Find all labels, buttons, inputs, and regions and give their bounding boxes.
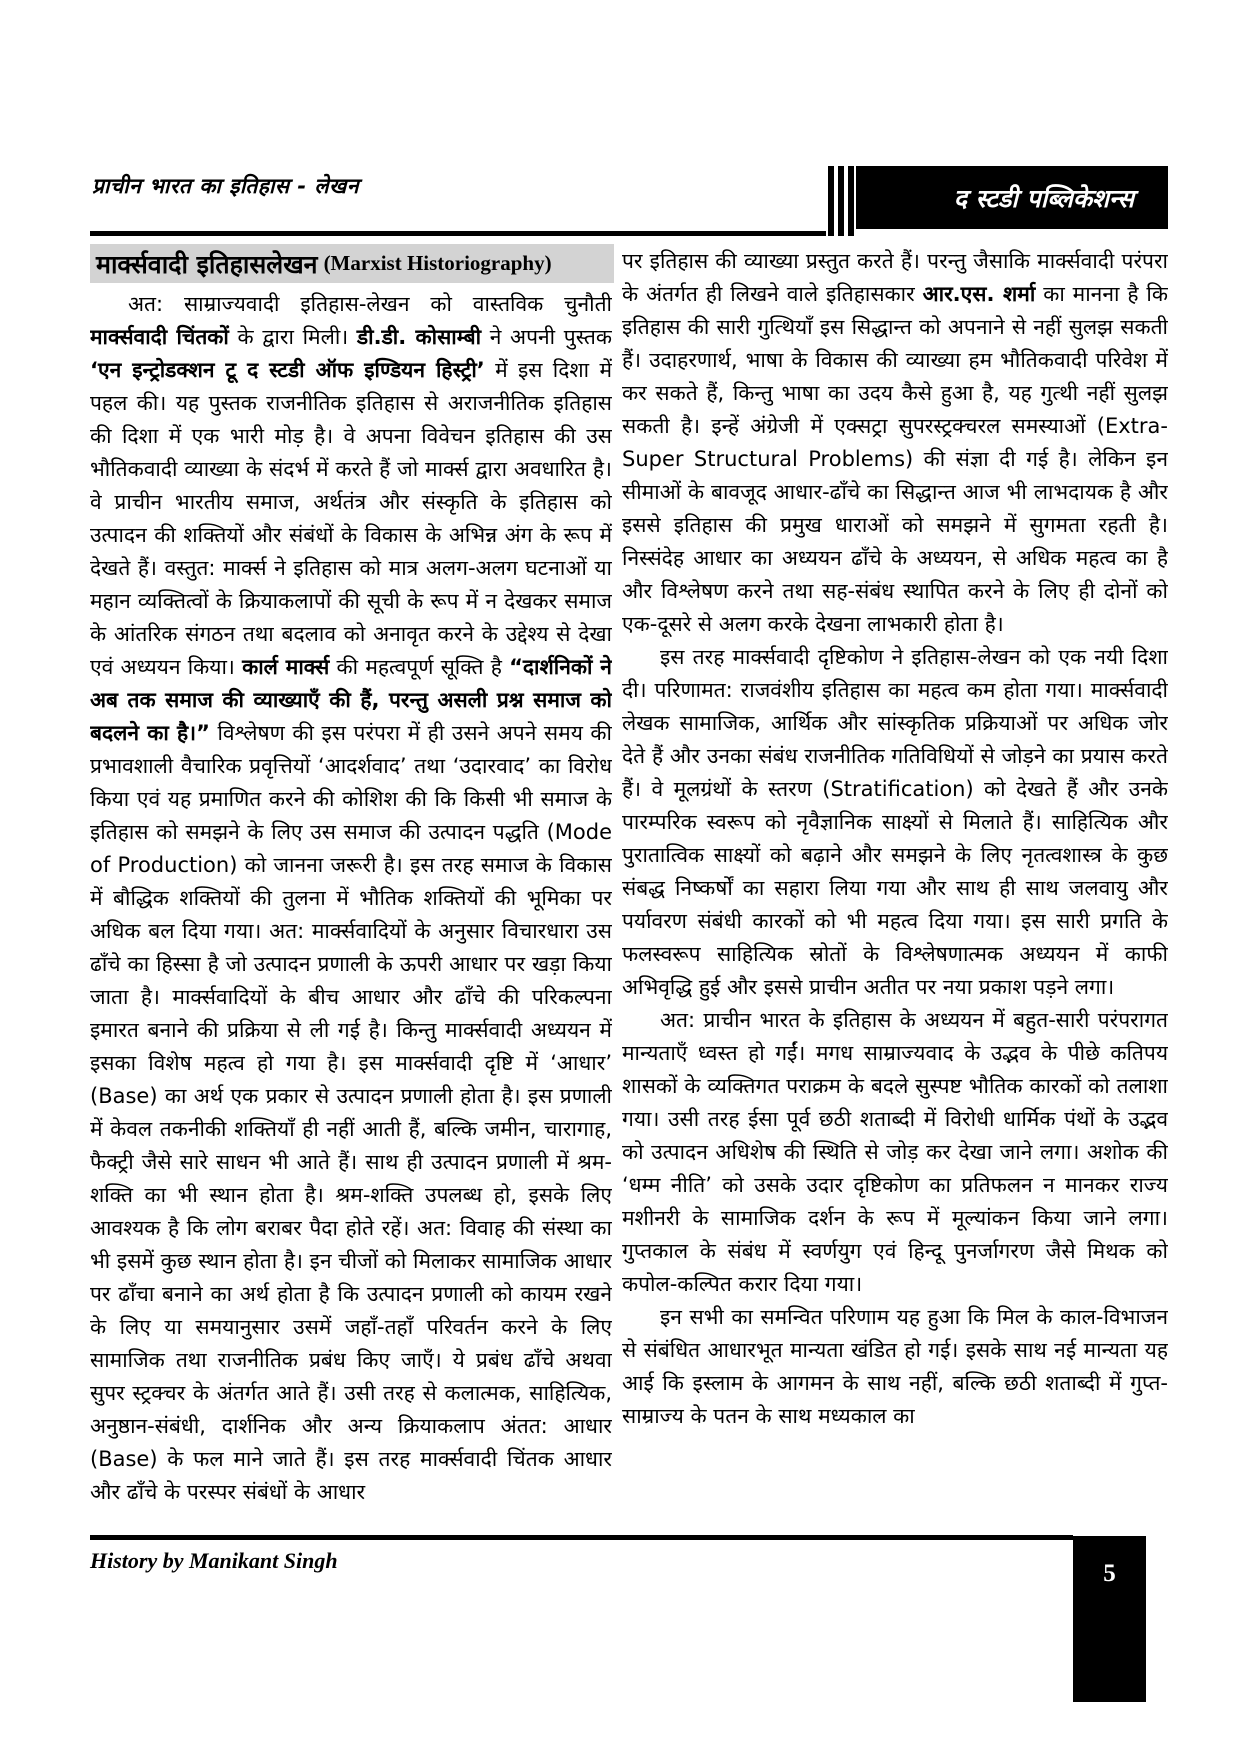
section-title-bar bbox=[90, 244, 614, 283]
left-text-column bbox=[90, 288, 612, 1540]
publisher-banner bbox=[856, 166, 1168, 229]
text-segment: पर इतिहास की व्याख्या प्रस्तुत करते हैं। परन्तु जैसाकि मार्क्सवादी परंपरा के अंतर्गत ही लिखने वाले इतिहासकार bbox=[622, 249, 1168, 306]
accent-bar bbox=[828, 166, 834, 236]
paragraph bbox=[622, 641, 1168, 1004]
bold-text-segment: कार्ल मार्क्स bbox=[242, 655, 330, 679]
right-text-column bbox=[622, 245, 1168, 1535]
header-rule bbox=[90, 231, 826, 236]
accent-bar bbox=[838, 166, 844, 236]
text-segment: का मानना है कि इतिहास की सारी गुत्थियाँ इस सिद्धान्त को अपनाने से नहीं सुलझ सकती हैं। उदाहरणार्थ, भाषा के विकास की व्याख्या हम भौतिकवादी परिवेश में कर सकते हैं, किन्तु भाषा का उदय कैसे हुआ है, यह गुत्थी नहीं सुलझ सकती है। इन्हें अंग्रेजी में एक्सट्रा सुपरस्ट्रक्चरल समस्याओं (Extra-Super Structural Problems) की संज्ञा दी गई है। लेकिन इन सीमाओं के बावजूद आधार-ढाँचे का सिद्धान्त आज भी लाभदायक है और इससे इतिहास की प्रमुख धाराओं को समझने में सुगमता रहती है। निस्संदेह आधार का अध्ययन ढाँचे के अध्ययन, से अधिक महत्व का है और विश्लेषण करने तथा सह-संबंध स्थापित करने के लिए ही दोनों को एक-दूसरे से अलग करके देखना लाभकारी होता है। bbox=[622, 282, 1168, 636]
bold-text-segment: डी.डी. कोसाम्बी bbox=[356, 325, 482, 349]
text-segment: ने अपनी पुस्तक bbox=[481, 325, 612, 349]
text-segment: के द्वारा मिली। bbox=[228, 325, 357, 349]
text-segment: इस तरह मार्क्सवादी दृष्टिकोण ने इतिहास-लेखन को एक नयी दिशा दी। परिणामत: राजवंशीय इतिहास का महत्व कम होता गया। मार्क्सवादी लेखक सामाजिक, आर्थिक और सांस्कृतिक प्रक्रियाओं पर अधिक जोर देते हैं और उनका संबंध राजनीतिक गतिविधियों से जोड़ने का प्रयास करते हैं। वे मूलग्रंथों के स्तरण (Stratification) को देखते हैं और उनके पारम्परिक स्वरूप को नृवैज्ञानिक साक्ष्यों से मिलाते हैं। साहित्यिक और पुरातात्विक साक्ष्यों को बढ़ाने और समझने के लिए नृतत्वशास्त्र के कुछ संबद्ध निष्कर्षों का सहारा लिया गया और साथ ही साथ जलवायु और पर्यावरण संबंधी कारकों को भी महत्व दिया गया। इस सारी प्रगति के फलस्वरूप साहित्यिक स्रोतों के विश्लेषणात्मक अध्ययन में काफी अभिवृद्धि हुई और इससे प्राचीन अतीत पर नया प्रकाश पड़ने लगा। bbox=[622, 645, 1168, 999]
paragraph bbox=[90, 288, 612, 1509]
bold-text-segment: मार्क्सवादी चिंतकों bbox=[90, 325, 229, 349]
text-segment: विश्लेषण की इस परंपरा में ही उसने अपने समय की प्रभावशाली वैचारिक प्रवृत्तियों ‘आदर्शवाद’ तथा ‘उदारवाद’ का विरोध किया एवं यह प्रमाणित करने की कोशिश की कि किसी भी समाज के इतिहास को समझने के लिए उस समाज की उत्पादन पद्धति (Mode of Production) को जानना जरूरी है। इस तरह समाज के विकास में बौद्धिक शक्तियों की तुलना में भौतिक शक्तियों की भूमिका पर अधिक बल दिया गया। अत: मार्क्सवादियों के अनुसार विचारधारा उस ढाँचे का हिस्सा है जो उत्पादन प्रणाली के ऊपरी आधार पर खड़ा किया जाता है। मार्क्सवादियों के बीच आधार और ढाँचे की परिकल्पना इमारत बनाने की प्रक्रिया से ली गई है। किन्तु मार्क्सवादी अध्ययन में इसका विशेष महत्व हो गया है। इस मार्क्सवादी दृष्टि में ‘आधार’ (Base) का अर्थ एक प्रकार से उत्पादन प्रणाली होता है। इस प्रणाली में केवल तकनीकी शक्तियाँ ही नहीं आती हैं, बल्कि जमीन, चारागाह, फैक्ट्री जैसे सारे साधन भी आते हैं। साथ ही उत्पादन प्रणाली में श्रम-शक्ति का भी स्थान होता है। श्रम-शक्ति उपलब्ध हो, इसके लिए आवश्यक है कि लोग बराबर पैदा होते रहें। अत: विवाह की संस्था का भी इसमें कुछ स्थान होता है। इन चीजों को मिलाकर सामाजिक आधार पर ढाँचा बनाने का अर्थ होता है कि उत्पादन प्रणाली को कायम रखने के लिए या समयानुसार उसमें जहाँ-तहाँ परिवर्तन करने के लिए सामाजिक तथा राजनीतिक प्रबंध किए जाएँ। ये प्रबंध ढाँचे अथवा सुपर स्ट्रक्चर के अंतर्गत आते हैं। उसी तरह से कलात्मक, साहित्यिक, अनुष्ठान-संबंधी, दार्शनिक और अन्य क्रियाकलाप अंतत: आधार (Base) के फल माने जाते हैं। इस तरह मार्क्सवादी चिंतक आधार और ढाँचे के परस्पर संबंधों के आधार bbox=[90, 721, 612, 1504]
text-segment: अत: प्राचीन भारत के इतिहास के अध्ययन में बहुत-सारी परंपरागत मान्यताएँ ध्वस्त हो गईं। मगध साम्राज्यवाद के उद्भव के पीछे कतिपय शासकों के व्यक्तिगत पराक्रम के बदले सुस्पष्ट भौतिक कारकों को तलाशा गया। उसी तरह ईसा पूर्व छठी शताब्दी में विरोधी धार्मिक पंथों के उद्भव को उत्पादन अधिशेष की स्थिति से जोड़ कर देखा जाने लगा। अशोक की ‘धम्म नीति’ को उसके उदार दृष्टिकोण का प्रतिफलन न मानकर राज्य मशीनरी के सामाजिक दर्शन के रूप में मूल्यांकन किया जाने लगा। गुप्तकाल के संबंध में स्वर्णयुग एवं हिन्दू पुनर्जागरण जैसे मिथक को कपोल-कल्पित करार दिया गया। bbox=[622, 1008, 1168, 1296]
bold-text-segment: “दार्शनिकों ने अब तक समाज की व्याख्याएँ की हैं, परन्तु असली प्रश्न समाज को बदलने का है।” bbox=[90, 655, 612, 745]
section-title-english: (Marxist Historiography) bbox=[323, 251, 552, 275]
footer-credit: History by Manikant Singh bbox=[90, 1548, 338, 1573]
text-segment: अत: साम्राज्यवादी इतिहास-लेखन को वास्तविक चुनौती bbox=[128, 292, 612, 316]
header-accent-bars bbox=[828, 166, 858, 236]
section-title-hindi: मार्क्सवादी इतिहासलेखन bbox=[96, 249, 318, 279]
bold-text-segment: आर.एस. शर्मा bbox=[922, 282, 1036, 306]
page-header-title: प्राचीन भारत का इतिहास - लेखन bbox=[92, 174, 359, 198]
text-segment: की महत्वपूर्ण सूक्ति है bbox=[329, 655, 510, 679]
text-segment: में इस दिशा में पहल की। यह पुस्तक राजनीतिक इतिहास से अराजनीतिक इतिहास की दिशा में एक भारी मोड़ है। वे अपना विवेचन इतिहास की उस भौतिकवादी व्याख्या के संदर्भ में करते हैं जो मार्क्स द्वारा अवधारित है। वे प्राचीन भारतीय समाज, अर्थतंत्र और संस्कृति के इतिहास को उत्पादन की शक्तियों और संबंधों के विकास के अभिन्न अंग के रूप में देखते हैं। वस्तुत: मार्क्स ने इतिहास को मात्र अलग-अलग घटनाओं या महान व्यक्तित्वों के क्रियाकलापों की सूची के रूप में न देखकर समाज के आंतरिक संगठन तथा बदलाव को अनावृत करने के उद्देश्य से देखा एवं अध्ययन किया। bbox=[90, 358, 612, 679]
paragraph bbox=[622, 1301, 1168, 1433]
footer-rule bbox=[90, 1535, 1073, 1540]
page-number-box bbox=[1073, 1536, 1146, 1702]
bold-text-segment: ‘एन इन्ट्रोडक्शन टू द स्टडी ऑफ इण्डियन हिस्ट्री’ bbox=[90, 358, 485, 382]
paragraph bbox=[622, 245, 1168, 641]
text-segment: इन सभी का समन्वित परिणाम यह हुआ कि मिल के काल-विभाजन से संबंधित आधारभूत मान्यता खंडित हो गई। इसके साथ नई मान्यता यह आई कि इस्लाम के आगमन के साथ नहीं, बल्कि छठी शताब्दी में गुप्त-साम्राज्य के पतन के साथ मध्यकाल का bbox=[622, 1305, 1168, 1428]
page-number: 5 bbox=[1103, 1560, 1116, 1587]
paragraph bbox=[622, 1004, 1168, 1301]
publisher-name: द स्टडी पब्लिकेशन्स bbox=[953, 183, 1134, 213]
accent-bar bbox=[848, 166, 854, 236]
